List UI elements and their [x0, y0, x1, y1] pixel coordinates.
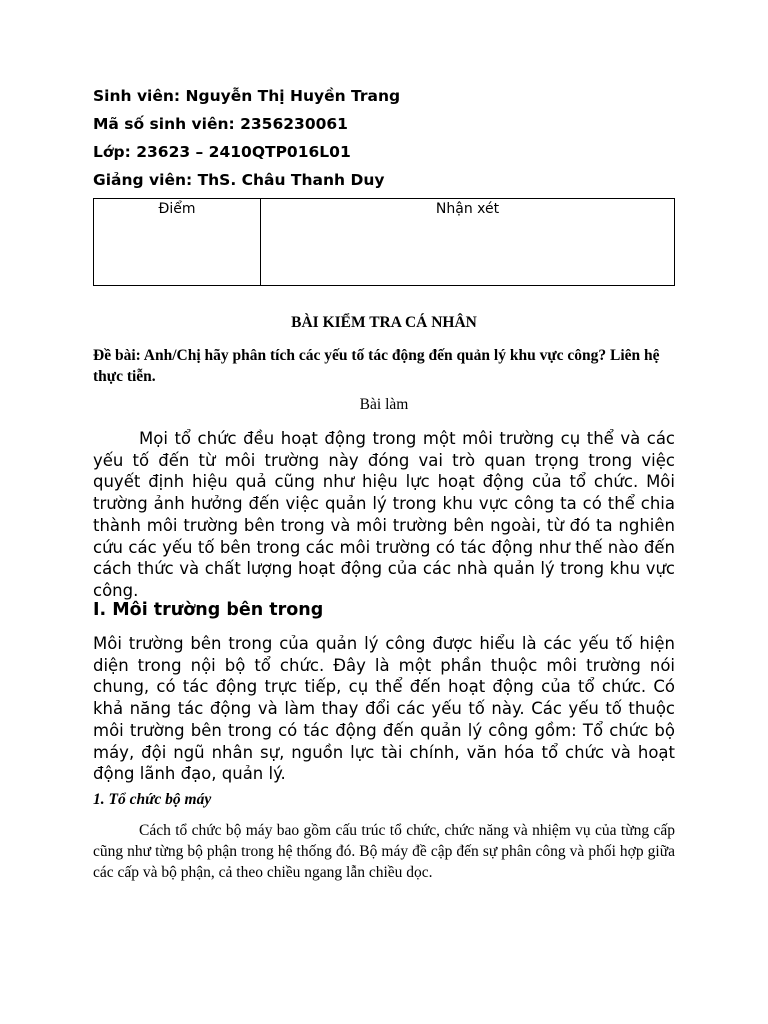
answer-label: Bài làm — [359, 396, 409, 413]
intro-paragraph: Mọi tổ chức đều hoạt động trong một môi trường cụ thể và các yếu tố đến từ môi trường này đóng vai trò quan trọng trong việc quyết định hiệu quả cũng như hiệu lực hoạt động của tổ chức. Môi trường ảnh hưởng đến việc quản lý trong khu vực công ta có thể chia thành môi trường bên trong và môi trường bên ngoài, từ đó ta nghiên cứu các yếu tố bên trong các môi trường có tác động như thế nào đến cách thức và chất lượng hoạt động của các nhà quản lý trong khu vực công. — [93, 429, 675, 600]
exam-question: Đề bài: Anh/Chị hãy phân tích các yếu tố tác động đến quản lý khu vực công? Liên hệ thực tiễn. — [93, 347, 660, 385]
grade-table — [93, 198, 675, 286]
section-heading: I. Môi trường bên trong — [93, 600, 324, 620]
student-id: Mã số sinh viên: 2356230061 — [93, 115, 348, 133]
subsection-paragraph: Cách tổ chức bộ máy bao gồm cấu trúc tổ chức, chức năng và nhiệm vụ của từng cấp cũng như từng bộ phận trong hệ thống đó. Bộ máy đề cập đến sự phân công và phối hợp giữa các cấp và bộ phận, cả theo chiều ngang lẫn chiều dọc. — [93, 822, 675, 881]
class-code: Lớp: 23623 – 2410QTP016L01 — [93, 143, 351, 161]
student-name: Sinh viên: Nguyễn Thị Huyền Trang — [93, 87, 401, 105]
comment-cell: Nhận xét — [261, 199, 675, 286]
exam-title: BÀI KIỂM TRA CÁ NHÂN — [291, 314, 477, 331]
subsection-heading: 1. Tổ chức bộ máy — [93, 791, 212, 808]
section-paragraph: Môi trường bên trong của quản lý công được hiểu là các yếu tố hiện diện trong nội bộ tổ chức. Đây là một phần thuộc môi trường nói chung, có tác động trực tiếp, cụ thể đến hoạt động của tổ chức. Có khả năng tác động và làm thay đổi các yếu tố này. Các yếu tố thuộc môi trường bên trong có tác động đến quản lý công gồm: Tổ chức bộ máy, đội ngũ nhân sự, nguồn lực tài chính, văn hóa tổ chức và hoạt động lãnh đạo, quản lý. — [93, 634, 675, 784]
lecturer-name: Giảng viên: ThS. Châu Thanh Duy — [93, 171, 385, 189]
score-cell: Điểm — [94, 199, 261, 286]
